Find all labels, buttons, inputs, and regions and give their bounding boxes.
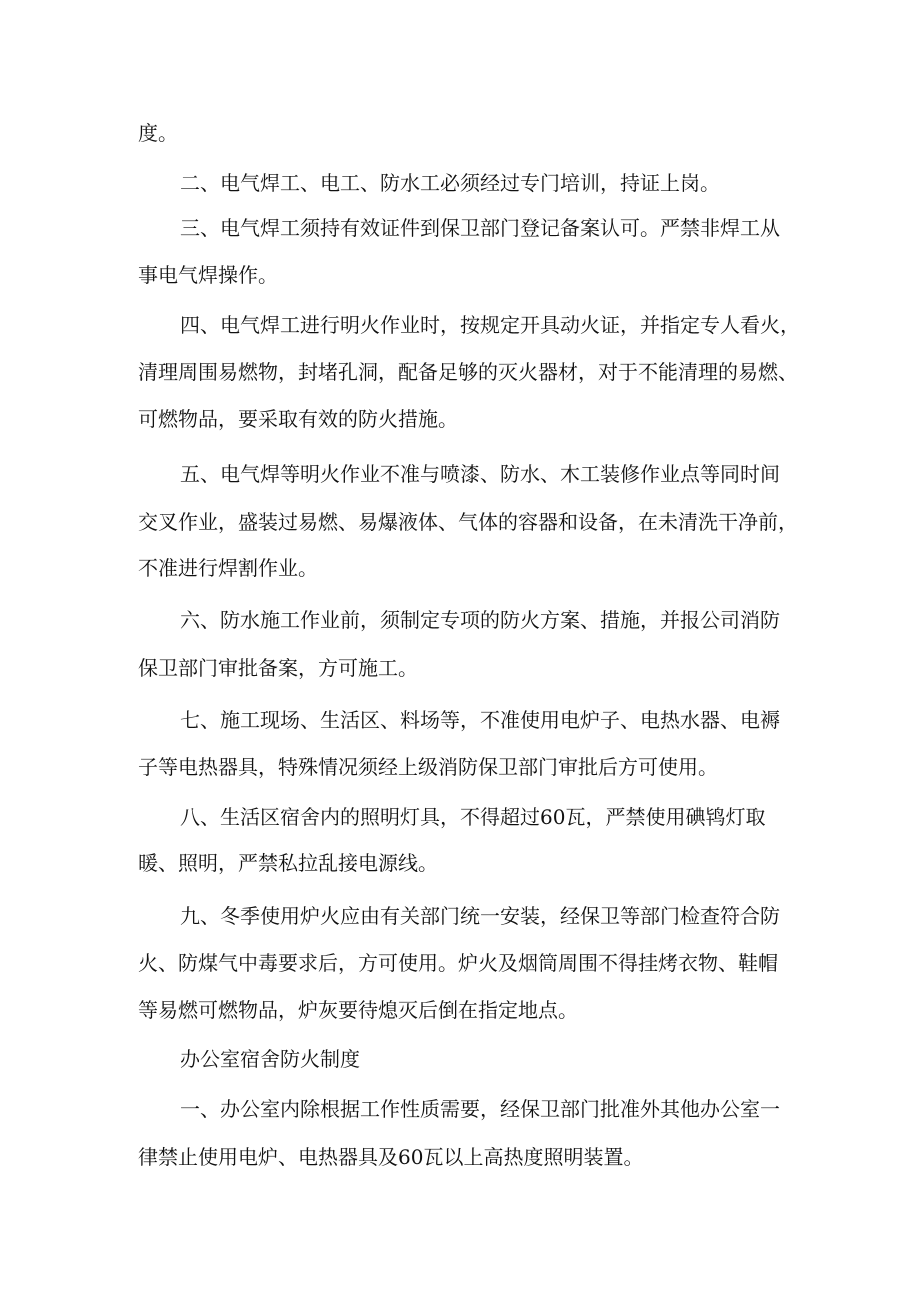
text-line: 清理周围易燃物，封堵孔洞，配备足够的灭火器材，对于不能清理的易燃、: [138, 360, 798, 384]
text-line: 度。: [138, 121, 178, 145]
text-line: 一、办公室内除根据工作性质需要，经保卫部门批准外其他办公室一: [180, 1097, 780, 1121]
text-line: 火、防煤气中毒要求后，方可使用。炉火及烟筒周围不得挂烤衣物、鞋帽: [138, 951, 778, 975]
text-line: 五、电气焊等明火作业不准与喷漆、防水、木工装修作业点等同时间: [180, 462, 780, 486]
text-line: 八、生活区宿舍内的照明灯具，不得超过60瓦，严禁使用碘鸨灯取: [180, 805, 766, 829]
text-line: 事电气焊操作。: [138, 263, 278, 287]
text-line: 律禁止使用电炉、电热器具及60瓦以上高热度照明装置。: [138, 1145, 644, 1169]
text-line: 交叉作业，盛装过易燃、易爆液体、气体的容器和设备，在未清洗干净前，: [138, 510, 798, 534]
text-line: 七、施工现场、生活区、料场等，不准使用电炉子、电热水器、电褥: [180, 708, 780, 732]
text-line: 保卫部门审批备案，方可施工。: [138, 656, 418, 680]
text-line: 子等电热器具，特殊情况须经上级消防保卫部门审批后方可使用。: [138, 755, 718, 779]
text-line: 九、冬季使用炉火应由有关部门统一安装，经保卫等部门检查符合防: [180, 904, 780, 928]
text-line: 四、电气焊工进行明火作业时，按规定开具动火证，并指定专人看火，: [180, 313, 800, 337]
text-line: 等易燃可燃物品，炉灰要待熄灭后倒在指定地点。: [138, 998, 578, 1022]
text-line: 三、电气焊工须持有效证件到保卫部门登记备案认可。严禁非焊工从: [180, 216, 780, 240]
text-line: 暖、照明，严禁私拉乱接电源线。: [138, 851, 438, 875]
text-line: 六、防水施工作业前，须制定专项的防火方案、措施，并报公司消防: [180, 608, 780, 632]
text-line: 可燃物品，要采取有效的防火措施。: [138, 407, 458, 431]
section-heading: 办公室宿舍防火制度: [180, 1047, 360, 1071]
text-line: 二、电气焊工、电工、防水工必须经过专门培训，持证上岗。: [180, 171, 720, 195]
text-line: 不准进行焊割作业。: [138, 556, 318, 580]
